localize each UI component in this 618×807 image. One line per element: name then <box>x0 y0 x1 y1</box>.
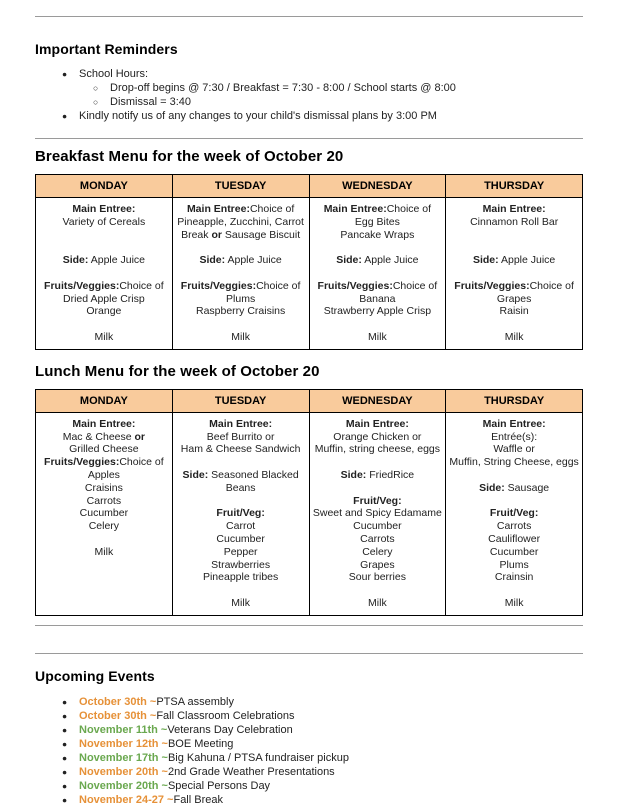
menu-line <box>448 241 580 254</box>
hollow-bullet-icon: ○ <box>93 97 99 107</box>
event-date: October 30th ~ <box>79 709 157 722</box>
menu-label: Side: <box>336 254 362 267</box>
event-item <box>62 709 583 723</box>
menu-line <box>38 443 170 456</box>
menu-line <box>175 507 307 520</box>
menu-line <box>175 203 307 216</box>
menu-line <box>448 456 580 469</box>
menu-text: Crainsin <box>494 571 534 584</box>
menu-line <box>38 216 170 229</box>
menu-text: Carrot <box>226 520 256 533</box>
menu-text: Pepper <box>223 545 258 558</box>
menu-text: Plums <box>499 558 529 571</box>
menu-line <box>312 456 444 469</box>
menu-text: Cucumber <box>216 532 265 545</box>
menu-text: Choice of <box>119 279 164 292</box>
menu-text: Cucumber <box>353 520 402 533</box>
day-header: TUESDAY <box>172 175 309 198</box>
events-list <box>35 695 583 807</box>
menu-label: Fruit/Veg: <box>216 507 265 520</box>
menu-day-cell <box>446 198 583 350</box>
menu-text: Plums <box>226 292 256 305</box>
menu-text: FriedRice <box>366 468 415 481</box>
breakfast-table <box>35 174 583 350</box>
menu-line <box>175 443 307 456</box>
menu-text: Milk <box>504 330 524 343</box>
menu-line <box>448 559 580 572</box>
menu-line <box>175 456 307 469</box>
menu-line <box>175 305 307 318</box>
menu-line <box>312 507 444 520</box>
menu-text: Banana <box>359 292 396 305</box>
menu-line <box>312 267 444 280</box>
event-text: Big Kahuna / PTSA fundraiser pickup <box>167 751 349 764</box>
menu-text: Milk <box>368 596 387 609</box>
menu-line <box>38 533 170 546</box>
menu-text: Apple Juice <box>88 254 146 267</box>
menu-line <box>38 456 170 469</box>
menu-text: Celery <box>362 545 393 558</box>
menu-label: Side: <box>340 468 367 481</box>
menu-label: Main Entree: <box>72 417 136 430</box>
menu-text: Carrots <box>86 494 122 507</box>
menu-line <box>448 203 580 216</box>
menu-label: Fruits/Veggies: <box>44 456 120 469</box>
menu-line <box>312 482 444 495</box>
menu-label: Main Entree: <box>482 417 546 430</box>
menu-line <box>38 254 170 267</box>
menu-line <box>312 241 444 254</box>
menu-line <box>312 431 444 444</box>
menu-line <box>38 507 170 520</box>
menu-label: Fruits/Veggies: <box>317 279 393 292</box>
menu-line <box>175 280 307 293</box>
menu-label: or <box>211 228 222 241</box>
menu-text: Pineapple, Zucchini, Carrot <box>177 215 304 228</box>
menu-line <box>175 469 307 482</box>
menu-text: Sour berries <box>348 571 406 584</box>
menu-line <box>448 293 580 306</box>
menu-line <box>312 559 444 572</box>
menu-day-cell <box>36 412 173 615</box>
menu-line <box>38 229 170 242</box>
menu-day-cell <box>172 198 309 350</box>
menu-label: Main Entree: <box>323 203 387 215</box>
menu-text: Choice of <box>256 279 301 292</box>
menu-text: Sausage Biscuit <box>221 228 301 241</box>
menu-line <box>448 443 580 456</box>
event-text: PTSA assembly <box>156 695 234 708</box>
bullet-icon: ● <box>62 696 68 707</box>
menu-text: Mac & Cheese <box>62 430 135 443</box>
reminder-text: Dismissal = 3:40 <box>110 96 192 108</box>
menu-text: Raisin <box>499 305 529 318</box>
menu-line <box>448 571 580 584</box>
reminders-divider <box>35 138 583 139</box>
lunch-section <box>35 363 583 616</box>
menu-text: Strawberry Apple Crisp <box>323 305 432 318</box>
menu-line <box>448 267 580 280</box>
menu-text: Milk <box>94 545 114 558</box>
menu-line <box>448 507 580 520</box>
breakfast-section <box>35 148 583 350</box>
menu-line <box>38 520 170 533</box>
menu-text: Sausage <box>504 481 550 494</box>
menu-text: Grilled Cheese <box>69 443 139 456</box>
event-date: November 20th ~ <box>79 779 168 792</box>
menu-text: Carrots <box>360 532 395 545</box>
menu-text: Muffin, String Cheese, eggs <box>449 456 579 469</box>
menu-label: Main Entree: <box>482 203 546 215</box>
menu-line <box>38 267 170 280</box>
menu-label: or <box>134 430 146 443</box>
menu-line <box>175 318 307 331</box>
menu-line <box>175 431 307 444</box>
menu-text: Choice of <box>249 203 295 215</box>
menu-text: Entrée(s): <box>491 430 538 443</box>
menu-text: Strawberries <box>211 558 271 571</box>
menu-line <box>38 305 170 318</box>
menu-text: Egg Bites <box>354 215 400 228</box>
menu-line <box>175 495 307 508</box>
event-item <box>62 723 583 737</box>
menu-line <box>175 254 307 267</box>
menu-body-row <box>36 198 583 350</box>
menu-line <box>448 280 580 293</box>
menu-label: Side: <box>199 254 226 267</box>
menu-text: Seasoned Blacked <box>208 468 299 481</box>
menu-text: Pancake Wraps <box>340 228 415 241</box>
menu-line <box>312 254 444 267</box>
menu-line <box>38 546 170 559</box>
lunch-table <box>35 389 583 616</box>
menu-text: Ham & Cheese Sandwich <box>180 443 301 456</box>
menu-line <box>312 293 444 306</box>
event-date: October 30th ~ <box>79 695 157 708</box>
menu-label: Fruit/Veg: <box>489 507 539 520</box>
menu-text: Orange Chicken or <box>333 430 422 443</box>
event-text: Fall Break <box>173 793 223 806</box>
event-text: BOE Meeting <box>167 737 234 750</box>
top-divider <box>35 16 583 17</box>
reminder-text: School Hours: <box>79 68 149 80</box>
menu-label: Main Entree: <box>72 203 136 215</box>
day-header: WEDNESDAY <box>309 175 446 198</box>
reminder-text: Drop-off begins @ 7:30 / Breakfast = 7:30 - 8:00 / School starts @ 8:00 <box>110 82 456 94</box>
menu-line <box>38 469 170 482</box>
menu-text: Choice of <box>529 279 574 292</box>
menu-line <box>38 482 170 495</box>
day-header: TUESDAY <box>172 389 309 412</box>
menu-line <box>312 443 444 456</box>
menu-line <box>448 418 580 431</box>
menu-line <box>448 520 580 533</box>
menu-line <box>448 482 580 495</box>
menu-text: Milk <box>231 596 250 609</box>
reminders-section <box>35 41 583 123</box>
day-header: THURSDAY <box>446 175 583 198</box>
menu-text: Variety of Cereals <box>62 215 146 228</box>
events-divider <box>35 653 583 654</box>
day-header-row <box>36 389 583 412</box>
hollow-bullet-icon: ○ <box>93 83 99 93</box>
menu-text: Apple Juice <box>225 254 282 267</box>
menu-text: Pineapple tribes <box>202 571 279 584</box>
menu-line <box>448 305 580 318</box>
menu-text: Orange <box>86 305 122 318</box>
menu-line <box>38 331 170 344</box>
events-title: Upcoming Events <box>35 667 155 684</box>
menu-line <box>312 216 444 229</box>
event-date: November 24-27 ~ <box>79 793 174 806</box>
menu-line <box>448 469 580 482</box>
bullet-icon: ● <box>62 724 68 735</box>
menu-line <box>448 254 580 267</box>
event-item <box>62 765 583 779</box>
menu-line <box>312 495 444 508</box>
menu-text: Dried Apple Crisp <box>63 292 145 305</box>
menu-line <box>38 293 170 306</box>
menu-text: Milk <box>504 596 524 609</box>
menu-text: Milk <box>94 330 114 343</box>
bullet-icon: ● <box>62 752 68 763</box>
menu-line <box>448 495 580 508</box>
event-date: November 12th ~ <box>79 737 168 750</box>
menu-line <box>38 241 170 254</box>
menu-text: Cauliflower <box>488 532 541 545</box>
menu-line <box>175 571 307 584</box>
menu-line <box>175 597 307 610</box>
day-header-row <box>36 175 583 198</box>
event-item <box>62 779 583 793</box>
menu-text: Choice of <box>392 279 438 292</box>
menu-line <box>448 229 580 242</box>
menu-text: Break <box>181 228 212 241</box>
menu-text: Apples <box>87 468 120 481</box>
reminder-text: Kindly notify us of any changes to your child's dismissal plans by 3:00 PM <box>79 110 437 122</box>
menu-day-cell <box>309 198 446 350</box>
event-item <box>62 695 583 709</box>
menu-line <box>312 584 444 597</box>
menu-text: Choice of <box>119 456 164 469</box>
event-date: November 11th ~ <box>79 723 168 736</box>
menu-label: Side: <box>472 254 499 267</box>
menu-line <box>448 318 580 331</box>
menu-line <box>38 280 170 293</box>
menu-label: Main Entree: <box>209 417 273 430</box>
menu-text: Waffle or <box>493 443 535 456</box>
day-header: MONDAY <box>36 389 173 412</box>
menu-label: Fruits/Veggies: <box>44 279 120 292</box>
menu-line <box>448 216 580 229</box>
reminders-list <box>35 67 583 123</box>
event-date: November 20th ~ <box>79 765 168 778</box>
menu-text: Choice of <box>386 203 432 215</box>
menu-line <box>38 318 170 331</box>
bullet-icon: ● <box>62 780 68 791</box>
menu-text: Beans <box>225 481 256 494</box>
menu-label: Fruits/Veggies: <box>180 279 257 292</box>
bullet-icon: ● <box>62 710 68 721</box>
menu-label: Side: <box>182 468 209 481</box>
menu-text: Celery <box>88 520 120 533</box>
menu-text: Sweet and Spicy Edamame <box>312 507 442 520</box>
reminder-item <box>62 67 583 81</box>
bullet-icon: ● <box>62 794 68 805</box>
menu-text: Apple Juice <box>498 254 556 267</box>
menu-line <box>448 597 580 610</box>
menu-text: Apple Juice <box>361 254 419 267</box>
menu-day-cell <box>309 412 446 615</box>
breakfast-title: Breakfast Menu for the week of October 20 <box>35 148 344 165</box>
event-item <box>62 751 583 765</box>
event-text: Fall Classroom Celebrations <box>156 709 295 722</box>
menu-line <box>312 229 444 242</box>
menu-label: Fruit/Veg: <box>353 494 402 507</box>
menu-line <box>448 546 580 559</box>
menu-label: Side: <box>62 254 89 267</box>
menu-line <box>448 331 580 344</box>
menu-label: Fruits/Veggies: <box>454 279 530 292</box>
menu-label: Side: <box>479 481 505 494</box>
menu-text: Milk <box>231 330 250 343</box>
day-header: WEDNESDAY <box>309 389 446 412</box>
menu-body-row <box>36 412 583 615</box>
menu-line <box>38 203 170 216</box>
menu-line <box>175 546 307 559</box>
menu-line <box>312 520 444 533</box>
menu-line <box>38 431 170 444</box>
menu-line <box>175 293 307 306</box>
bullet-icon: ● <box>62 738 68 749</box>
menu-label: Main Entree: <box>186 203 250 215</box>
menu-text: Raspberry Craisins <box>195 305 286 318</box>
menu-day-cell <box>36 198 173 350</box>
menu-text: Carrots <box>496 520 532 533</box>
menu-line <box>312 469 444 482</box>
day-header: MONDAY <box>36 175 173 198</box>
event-text: Special Persons Day <box>167 779 271 792</box>
menu-line <box>175 241 307 254</box>
menu-line <box>312 318 444 331</box>
menu-text: Milk <box>368 330 387 343</box>
menu-line <box>38 495 170 508</box>
menu-line <box>312 533 444 546</box>
menu-text: Cucumber <box>489 545 539 558</box>
menu-line <box>312 280 444 293</box>
menu-text: Cinnamon Roll Bar <box>470 215 559 228</box>
menu-line <box>448 431 580 444</box>
menu-day-cell <box>446 412 583 615</box>
menu-line <box>175 520 307 533</box>
bullet-icon: ● <box>62 766 68 777</box>
menu-line <box>175 559 307 572</box>
menu-label: Main Entree: <box>345 417 409 430</box>
menu-text: Muffin, string cheese, eggs <box>314 443 441 456</box>
bullet-icon: ● <box>62 111 68 121</box>
menu-line <box>312 305 444 318</box>
menu-line <box>448 533 580 546</box>
menu-line <box>175 331 307 344</box>
events-section <box>35 668 583 807</box>
event-item <box>62 737 583 751</box>
menu-text: Cucumber <box>79 507 129 520</box>
event-date: November 17th ~ <box>79 751 168 764</box>
menu-line <box>175 482 307 495</box>
menu-line <box>312 597 444 610</box>
menu-line <box>175 267 307 280</box>
menu-line <box>175 584 307 597</box>
menu-text: Grapes <box>496 292 532 305</box>
lunch-title: Lunch Menu for the week of October 20 <box>35 362 320 380</box>
menu-line <box>312 418 444 431</box>
menu-line <box>312 203 444 216</box>
menu-day-cell <box>172 412 309 615</box>
menu-line <box>312 546 444 559</box>
reminder-item <box>93 95 583 109</box>
menu-line <box>38 418 170 431</box>
event-text: 2nd Grade Weather Presentations <box>167 765 335 778</box>
menu-line <box>175 533 307 546</box>
menu-text: Beef Burrito or <box>206 430 275 443</box>
menu-text: Craisins <box>84 481 123 494</box>
menu-line <box>175 229 307 242</box>
menu-line <box>448 584 580 597</box>
lunch-divider <box>35 625 583 626</box>
event-text: Veterans Day Celebration <box>167 723 293 736</box>
reminder-item <box>62 109 583 123</box>
menu-line <box>175 216 307 229</box>
menu-line <box>312 331 444 344</box>
reminders-title: Important Reminders <box>35 41 178 57</box>
day-header: THURSDAY <box>446 389 583 412</box>
menu-text: Grapes <box>360 558 395 571</box>
menu-line <box>175 418 307 431</box>
menu-line <box>312 571 444 584</box>
bullet-icon: ● <box>62 69 68 79</box>
reminder-item <box>93 81 583 95</box>
